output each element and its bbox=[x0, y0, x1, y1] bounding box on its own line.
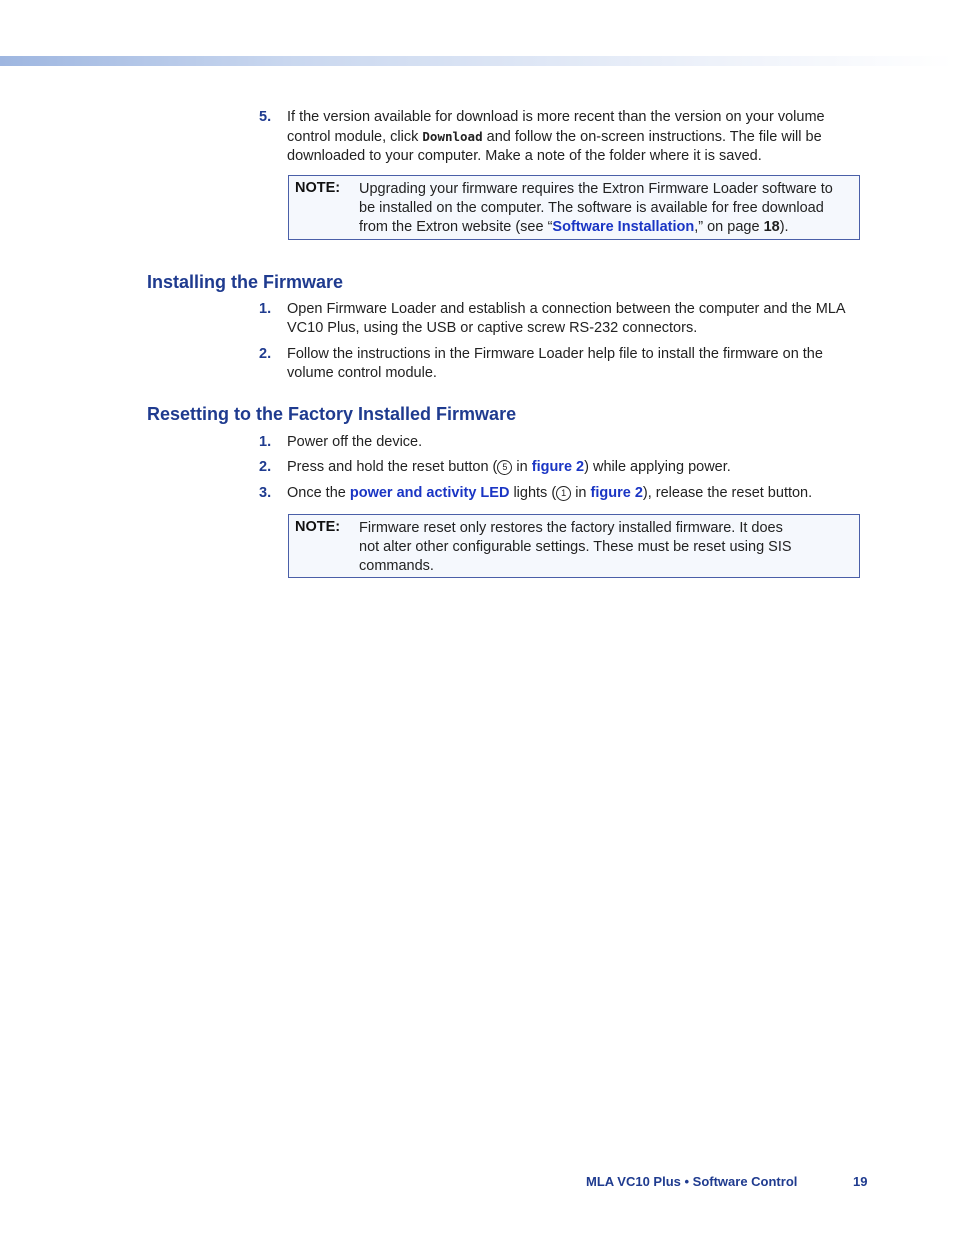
note-line: not alter other configurable settings. These must be reset using SIS bbox=[359, 539, 792, 555]
step-number: 5. bbox=[259, 109, 272, 125]
step-text: Follow the instructions in the Firmware Loader help file to install the firmware on the volume control module. bbox=[287, 346, 823, 381]
step-number: 2. bbox=[259, 346, 272, 362]
note-text bbox=[359, 519, 851, 576]
step-text: Once the bbox=[287, 485, 350, 501]
step-text: Open Firmware Loader and establish a connection between the computer and the MLA VC10 Plus, using the USB or captive screw RS-232 connectors. bbox=[287, 301, 845, 336]
header-gradient-bar bbox=[0, 56, 954, 66]
step-number: 1. bbox=[259, 301, 272, 317]
software-installation-link[interactable]: Software Installation bbox=[552, 219, 695, 235]
note-box bbox=[288, 514, 860, 578]
callout-5-icon: 5 bbox=[497, 460, 512, 475]
section-heading: Resetting to the Factory Installed Firmware bbox=[147, 404, 517, 424]
list-item bbox=[259, 458, 862, 477]
note-line: commands. bbox=[359, 558, 434, 574]
step-text: in bbox=[571, 485, 591, 501]
download-command: Download bbox=[422, 129, 483, 144]
note-box bbox=[288, 175, 860, 240]
note-text-part: ). bbox=[779, 219, 789, 235]
step-number: 2. bbox=[259, 459, 272, 475]
callout-1-icon: 1 bbox=[556, 486, 571, 501]
page-number: 19 bbox=[853, 1174, 868, 1189]
page-reference: 18 bbox=[763, 219, 780, 235]
list-item bbox=[259, 300, 862, 338]
note-text bbox=[359, 180, 851, 237]
step-number: 1. bbox=[259, 434, 272, 450]
step-text: Press and hold the reset button ( bbox=[287, 459, 498, 475]
step-text: Power off the device. bbox=[287, 434, 423, 450]
list-item bbox=[259, 433, 862, 452]
section-heading: Installing the Firmware bbox=[147, 272, 344, 292]
note-line: Firmware reset only restores the factory installed firmware. It does bbox=[359, 520, 783, 536]
note-label: NOTE: bbox=[295, 180, 341, 196]
step-text: ) while applying power. bbox=[584, 459, 731, 475]
figure-2-link[interactable]: figure 2 bbox=[531, 459, 585, 475]
step-text: and follow the on-screen instructions. The file will be downloaded to your computer. Make a note of the folder where it is saved. bbox=[287, 129, 822, 164]
step-number: 3. bbox=[259, 485, 272, 501]
step-text: lights ( bbox=[509, 485, 557, 501]
step-text: If the version available for download is more recent than the version on your volume control module, click bbox=[287, 109, 825, 145]
step-text: in bbox=[512, 459, 532, 475]
list-item bbox=[259, 345, 862, 383]
step-text: ), release the reset button. bbox=[642, 485, 813, 501]
note-text-part: Upgrading your firmware requires the Extron Firmware Loader software to be installed on the computer. The software is available for free download from the Extron website (see “ bbox=[359, 181, 833, 235]
note-text-part: ,” on page bbox=[694, 219, 764, 235]
note-label: NOTE: bbox=[295, 519, 341, 535]
list-item bbox=[259, 484, 862, 503]
power-activity-led-link[interactable]: power and activity LED bbox=[349, 485, 510, 501]
figure-2-link[interactable]: figure 2 bbox=[590, 485, 643, 501]
list-item bbox=[259, 108, 862, 166]
footer-title: MLA VC10 Plus • Software Control bbox=[586, 1174, 798, 1189]
